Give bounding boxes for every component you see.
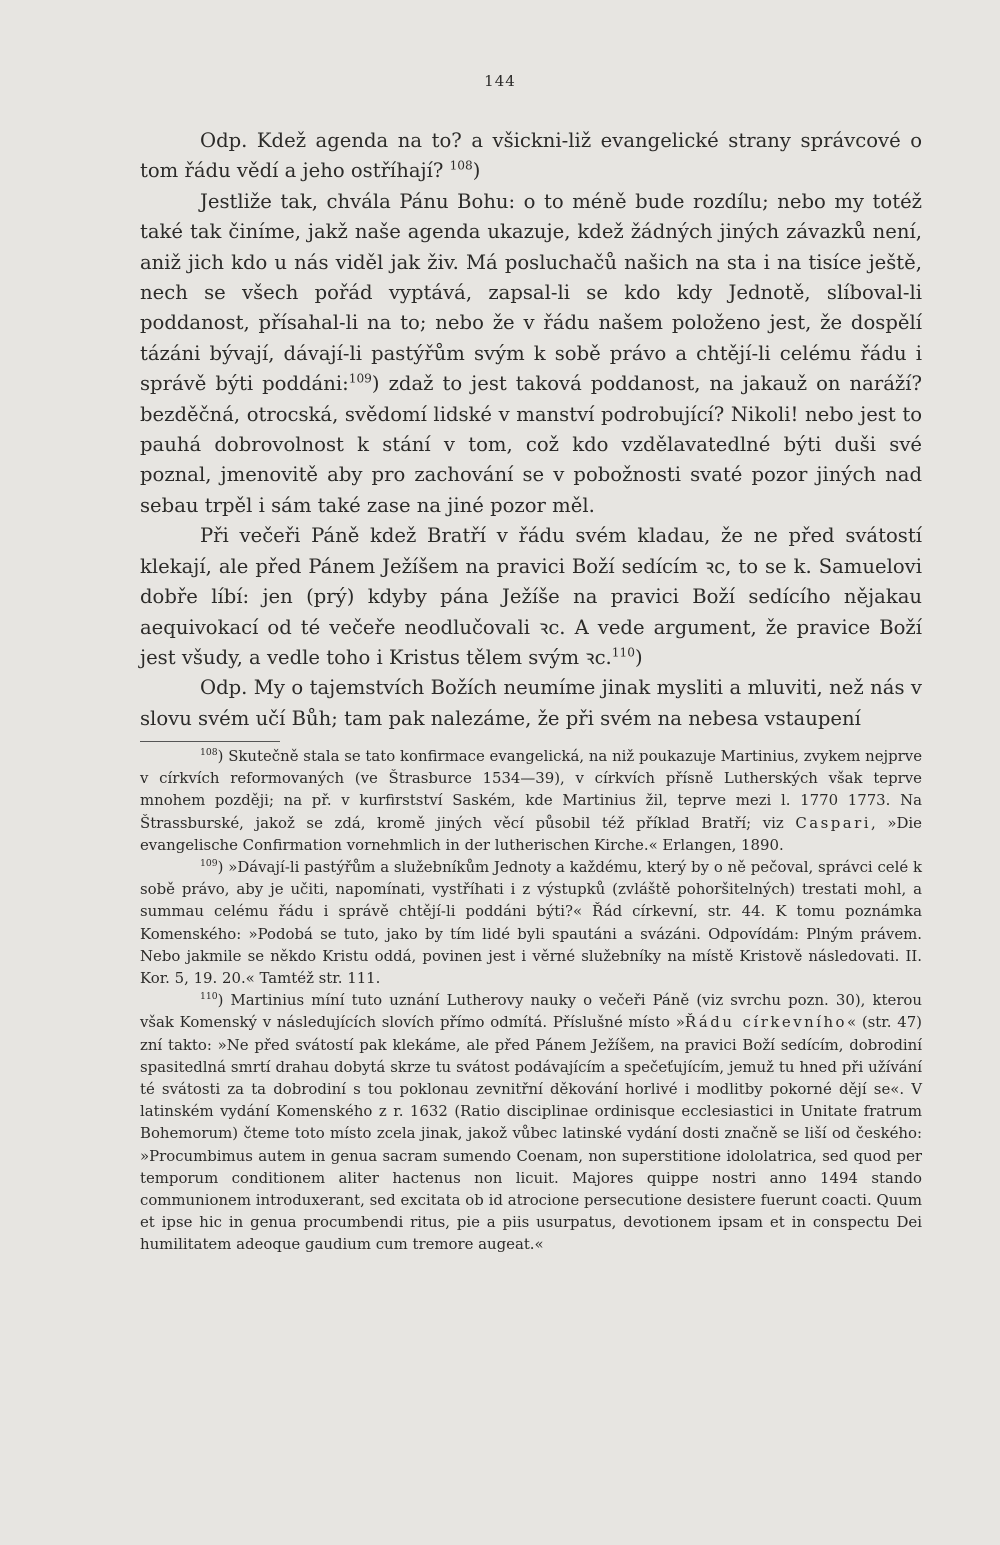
paragraph-tail: ) zdaž to jest taková poddanost, na jakauž on naráží? bezděčná, otrocská, svědomí lidské v manství podrobující? Nikoli! nebo jest to pauhá dobrovolnost k stání v tom, což kdo vzdělavatedlné býti duši své poznal, jmenovitě aby pro zachování se v pobožnosti svaté pozor jiných nad sebau trpěl i sám také zase na jiné pozor měl. <box>140 372 922 517</box>
footnote-emphasis: Caspari <box>795 813 872 832</box>
paragraph-text: Při večeři Páně kdež Bratří v řádu svém kladau, že ne před svátostí klekají, ale před Pánem Ježíšem na pravici Boží sedícím ꝛc, to se k. Samuelovi dobře líbí: jen (prý) kdyby pána Ježíše na pravici Boží sedícího nějakau aequivokací od té večeře neodlučovali ꝛc. A vede argument, že pravice Boží jest všudy, a vedle toho i Kristus tělem svým ꝛc. <box>140 524 922 669</box>
footnotes <box>140 745 922 1256</box>
footnote: $^{108}$) Skutečně stala se tato konfirmace evangelická, na niž poukazuje Martinius, zvykem nejprve v církvích reformovaných (ve Štrasburce 1534—39), v církvích přísně Lutherských však teprve mnohem později; na př. v kurfirstství Saském, kde Martinius žil, teprve mezi l. 1770 1773. Na Štrassburské, jakož se zdá, kromě jiných věcí působil též příklad Bratří; viz Caspari, »Die evangelische Confirmation vornehmlich in der lutherischen Kirche.« Erlangen, 1890. <box>140 747 923 854</box>
footnote-ref: 108 <box>449 158 473 173</box>
footnote-ref: 109 <box>348 371 372 386</box>
footnote-text: Skutečně stala se tato konfirmace evangelická, na niž poukazuje Martinius, zvykem nejprve v církvích reformovaných (ve Štrasburce 1534—39), v církvích přísně Lutherských však teprve mnohem později; na př. v kurfirstství Saském, kde Martinius žil, teprve mezi l. 1770 1773. Na Štrassburské, jakož se zdá, kromě jiných věcí působil též příklad Bratří; viz <box>140 747 923 832</box>
paragraph-text: Jestliže tak, chvála Pánu Bohu: o to méně bude rozdílu; nebo my totéž také tak činíme, jakž naše agenda ukazuje, kdež žádných jiných závazků není, aniž jich kdo u nás viděl jak živ. Má posluchačů našich na sta i na tisíce ještě, nech se všech pořád vyptává, zapsal-li se kdo kdy Jednotě, slíboval-li poddanost, přísahal-li na to; nebo že v řádu našem položeno jest, že dospělí tázáni bývají, dávají-li pastýřům svým k sobě právo a chtějí-li celému řádu i správě býti poddáni: <box>140 189 922 396</box>
footnote-ref: 110 <box>611 645 635 660</box>
paragraph-tail: ) <box>472 159 481 183</box>
main-text <box>140 126 922 734</box>
paragraph-text: Odp. Kdež agenda na to? a všickni-liž evangelické strany správcové o tom řádu vědí a jeho ostříhají? <box>140 129 922 183</box>
footnote-number: 110 <box>200 991 218 1003</box>
footnote: $^{110}$) Martinius míní tuto uznání Lutherovy nauky o večeři Páně (viz svrchu pozn. 30), kterou však Komenský v následujících slovích přímo odmítá. Příslušné místo »Řádu církevního« (str. 47) zní takto: »Ne před svátostí pak klekáme, ale před Pánem Ježíšem, na pravici Boží sedícím, dobrodiní spasitedlná smrtí drahau dobytá skrze tu svátost podávajícím a spečeťujícím, jemuž tu hned při užívání té svátosti za ta dobrodiní s tou poklonau zevnitřní děkování horlivé i modlitby pokorné dějí se«. V latinském vydání Komenského z r. 1632 (Ratio disciplinae ordinisque ecclesiastici in Unitate fratrum Bohemorum) čteme toto místo zcela jinak, jakož vůbec latinské vydání dosti značně se liší od českého: »Procumbimus autem in genua sacram sumendo Coenam, non superstitione idololatrica, sed quod per temporum conditionem aliter hactenus non licuit. Majores quippe nostri anno 1494 stando communionem introduxerant, sed excitata ob id atrocione persecutione desistere fuerunt coacti. Quum et ipse hic in genua procumbendi ritus, pie a piis usurpatus, devotionem ipsam et in conspectu Dei humilitatem adeoque gaudium cum tremore augeat.« <box>140 991 922 1254</box>
paragraph-text: Odp. My o tajemstvích Božích neumíme jinak mysliti a mluviti, než nás v slovu svém učí Bůh; tam pak nalezáme, že při svém na nebesa vstaupení <box>140 676 922 730</box>
page-number: 144 <box>484 72 516 90</box>
footnote-text: Martinius míní tuto uznání Lutherovy nauky o večeři Páně (viz svrchu pozn. 30), kterou však Komenský v následujících slovích přímo odmítá. Příslušné místo » <box>140 991 922 1032</box>
footnote-number: 108 <box>200 747 218 759</box>
paragraph <box>140 673 922 734</box>
footnote-tail: « (str. 47) zní takto: »Ne před svátostí pak klekáme, ale před Pánem Ježíšem, na pravici Boží sedícím, dobrodiní spasitedlná smrtí drahau dobytá skrze tu svátost podávajícím a spečeťujícím, jemuž tu hned při užívání té svátosti za ta dobrodiní s tou poklonau zevnitřní děkování horlivé i modlitby pokorné dějí se«. V latinském vydání Komenského z r. 1632 (Ratio disciplinae ordinisque ecclesiastici in Unitate fratrum Bohemorum) čteme toto místo zcela jinak, jakož vůbec latinské vydání dosti značně se liší od českého: »Procumbimus autem in genua sacram sumendo Coenam, non superstitione idololatrica, sed quod per temporum conditionem aliter hactenus non licuit. Majores quippe nostri anno 1494 stando communionem introduxerant, sed excitata ob id atrocione persecutione desistere fuerunt coacti. Quum et ipse hic in genua procumbendi ritus, pie a piis usurpatus, devotionem ipsam et in conspectu Dei humilitatem adeoque gaudium cum tremore augeat.« <box>140 1013 922 1254</box>
footnote: $^{109}$) »Dávají-li pastýřům a služebníkům Jednoty a každému, který by o ně pečoval, správci celé k sobě právo, aby je učiti, napomínati, vystříhati i z výstupků (zvláště pohoršitelných) trestati mohl, a summau celému řádu i správě chtějí-li poddáni býti?« Řád církevní, str. 44. K tomu poznámka Komenského: »Podobá se tuto, jako by tím lidé byli spautáni a svázáni. Odpovídám: Plným právem. Nebo jakmile se někdo Kristu oddá, povinen jest i věrné služebníky na místě Kristově následovati. II. Kor. 5, 19. 20.« Tamtéž str. 111. <box>140 858 922 988</box>
footnote-divider <box>140 741 280 742</box>
paragraph-tail: ) <box>634 645 643 669</box>
paragraph <box>140 521 922 673</box>
paragraph <box>140 187 922 521</box>
footnote-text: »Dávají-li pastýřům a služebníkům Jednoty a každému, který by o ně pečoval, správci celé k sobě právo, aby je učiti, napomínati, vystříhati i z výstupků (zvláště pohoršitelných) trestati mohl, a summau celému řádu i správě chtějí-li poddáni býti?« Řád církevní, str. 44. K tomu poznámka Komenského: »Podobá se tuto, jako by tím lidé byli spautáni a svázáni. Odpovídám: Plným právem. Nebo jakmile se někdo Kristu oddá, povinen jest i věrné služebníky na místě Kristově následovati. II. Kor. 5, 19. 20.« Tamtéž str. 111. <box>140 858 922 988</box>
paragraph <box>140 126 922 187</box>
footnote-number: 109 <box>200 858 218 870</box>
footnote-tail: , »Die evangelische Confirmation vornehmlich in der lutherischen Kirche.« Erlangen, 1890. <box>140 813 922 854</box>
footnote-emphasis: Řádu církevního <box>684 1013 848 1032</box>
